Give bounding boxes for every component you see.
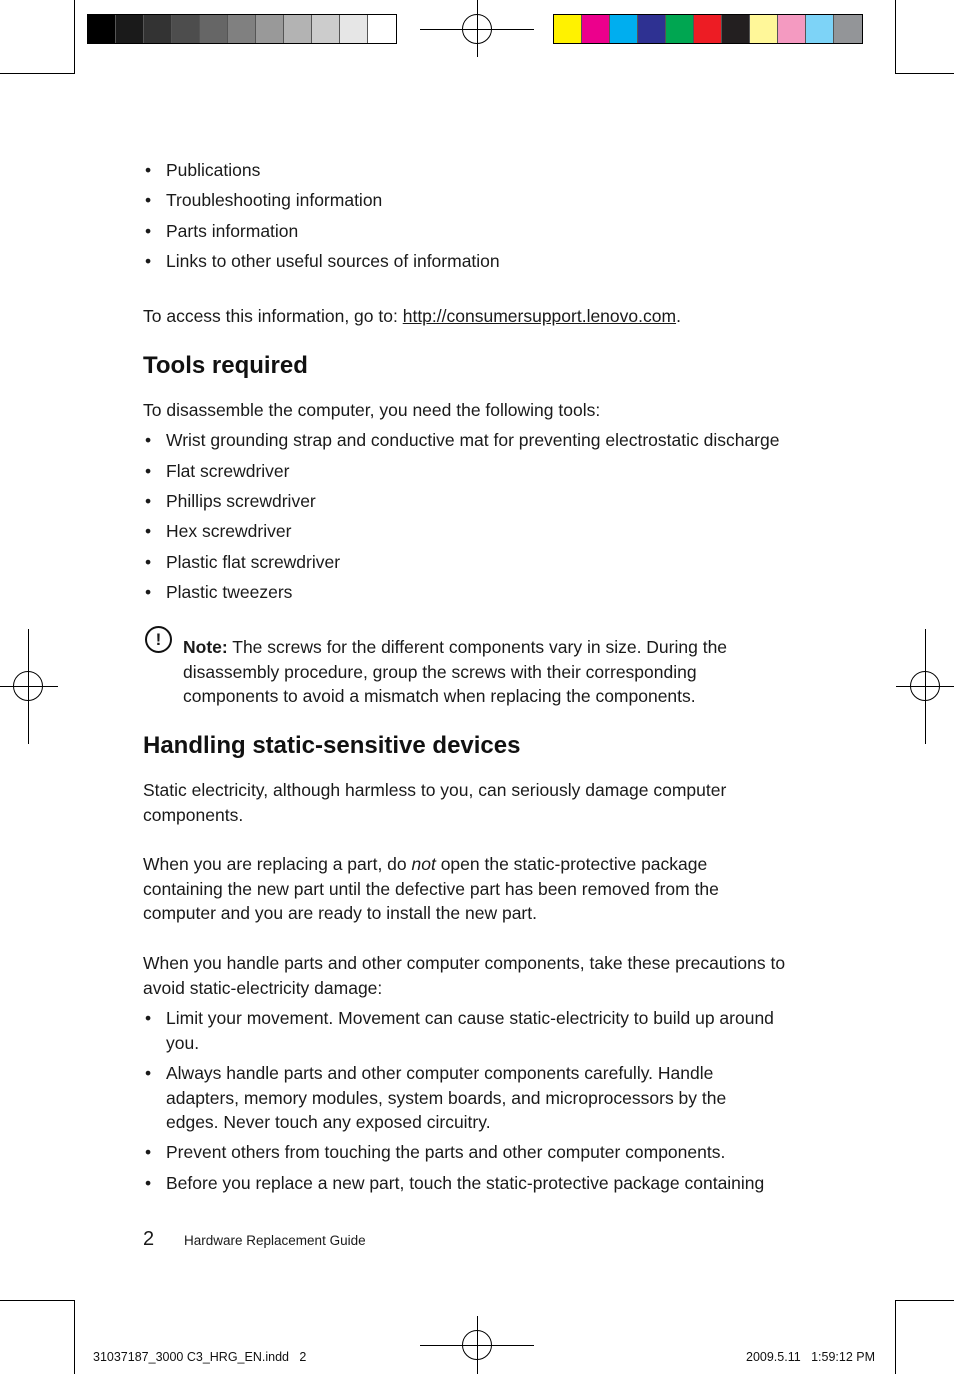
process-color-bar [553,14,863,44]
list-item: • Parts information [143,219,816,244]
color-swatch [256,15,284,43]
static-paragraph-1: Static electricity, although harmless to you, can seriously damage computer components. [143,780,727,825]
list-item: • Limit your movement. Movement can cause static-electricity to build up around you. [143,1006,796,1055]
color-swatch [610,15,638,43]
slug-filename: 31037187_3000 C3_HRG_EN.indd 2 [93,1350,307,1364]
color-swatch [116,15,144,43]
color-swatch [638,15,666,43]
color-swatch [284,15,312,43]
color-swatch [368,15,396,43]
static-paragraph-2: When you are replacing a part, do not open the static-protective package containing the new part until the defective part has been removed from the computer and you are ready to install the new part. [143,854,719,923]
color-swatch [722,15,750,43]
static-paragraph-3: When you handle parts and other computer components, take these precautions to avoid static-electricity damage: [143,953,786,998]
color-swatch [88,15,116,43]
list-item: • Hex screwdriver [143,519,816,544]
color-swatch [312,15,340,43]
color-swatch [694,15,722,43]
color-swatch [554,15,582,43]
static-heading: Handling static-sensitive devices [143,732,521,759]
color-swatch [750,15,778,43]
list-item: • Wrist grounding strap and conductive mat for preventing electrostatic discharge [143,428,816,453]
list-item: • Before you replace a new part, touch the static-protective package containing [143,1171,816,1196]
color-swatch [200,15,228,43]
list-item: • Flat screwdriver [143,459,816,484]
note-paragraph: Note: The screws for the different components vary in size. During the disassembly procedure, group the screws with their corresponding components to avoid a mismatch when replacing the components. [183,637,728,706]
color-swatch [666,15,694,43]
color-swatch [582,15,610,43]
color-swatch [228,15,256,43]
access-paragraph: To access this information, go to: http://consumersupport.lenovo.com. [143,306,681,326]
tools-intro: To disassemble the computer, you need the following tools: [143,400,601,420]
list-item: • Phillips screwdriver [143,489,816,514]
slug-timestamp: 2009.5.11 1:59:12 PM [746,1350,876,1364]
list-item: • Prevent others from touching the parts and other computer components. [143,1140,816,1165]
exclamation-icon: ! [145,626,172,653]
list-item: • Links to other useful sources of information [143,249,816,274]
list-item: • Plastic flat screwdriver [143,550,816,575]
grayscale-color-bar [87,14,397,44]
footer-title: Hardware Replacement Guide [184,1233,366,1248]
tools-heading: Tools required [143,352,308,379]
list-item: • Publications [143,158,816,183]
color-swatch [834,15,862,43]
list-item: • Troubleshooting information [143,188,816,213]
page-number: 2 [143,1228,155,1250]
color-swatch [144,15,172,43]
color-swatch [778,15,806,43]
list-item: • Always handle parts and other computer components carefully. Handle adapters, memory modules, system boards, and microprocessors by the edges. Never touch any exposed circuitry. [143,1061,766,1135]
color-swatch [806,15,834,43]
support-link[interactable]: http://consumersupport.lenovo.com [402,306,677,326]
list-item: • Plastic tweezers [143,580,816,605]
color-swatch [172,15,200,43]
color-swatch [340,15,368,43]
